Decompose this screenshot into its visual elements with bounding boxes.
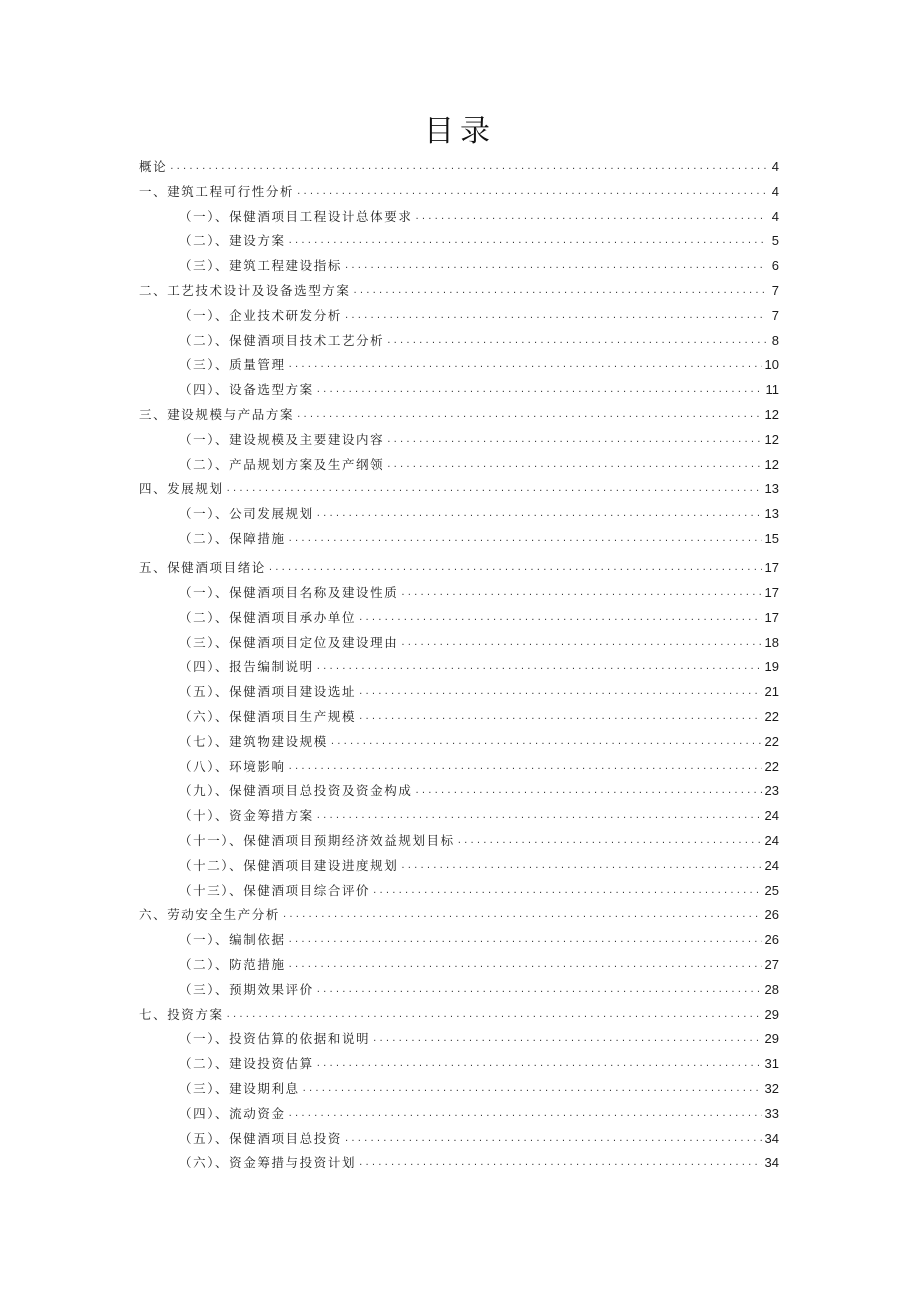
toc-entry-label: （三）、质量管理 xyxy=(179,357,286,373)
dot-leader xyxy=(387,428,761,453)
toc-entry-label: 四、发展规划 xyxy=(139,481,224,497)
toc-page-number: 27 xyxy=(764,957,779,972)
toc-subsection-entry[interactable] xyxy=(139,1027,779,1052)
toc-page-number: 7 xyxy=(771,307,779,323)
dot-leader xyxy=(289,527,762,552)
dot-leader xyxy=(373,879,761,904)
toc-entry-label: （一）、编制依据 xyxy=(179,932,286,948)
toc-page-number: 12 xyxy=(764,456,779,472)
dot-leader xyxy=(345,1127,762,1152)
toc-page-number: 26 xyxy=(764,932,779,948)
toc-entry-label: （九）、保健酒项目总投资及资金构成 xyxy=(179,783,413,799)
toc-page-number: 18 xyxy=(764,634,779,650)
toc-page-number: 4 xyxy=(771,208,779,224)
dot-leader xyxy=(415,779,761,804)
toc-subsection-entry[interactable] xyxy=(139,581,779,606)
dot-leader xyxy=(289,953,762,978)
toc-entry-label: （十）、资金筹措方案 xyxy=(179,808,314,824)
toc-subsection-entry[interactable] xyxy=(139,631,779,656)
dot-leader xyxy=(227,477,762,502)
toc-section-entry[interactable] xyxy=(139,1003,779,1028)
table-of-contents xyxy=(139,155,779,1176)
toc-page-number: 13 xyxy=(764,506,779,522)
toc-entry-label: （二）、保障措施 xyxy=(179,530,286,546)
toc-entry-label: （十一）、保健酒项目预期经济效益规划目标 xyxy=(179,833,455,849)
toc-subsection-entry[interactable] xyxy=(139,854,779,879)
toc-subsection-entry[interactable] xyxy=(139,680,779,705)
toc-entry-label: （三）、保健酒项目定位及建设理由 xyxy=(179,634,399,650)
toc-subsection-entry[interactable] xyxy=(139,502,779,527)
dot-leader xyxy=(387,329,766,354)
toc-subsection-entry[interactable] xyxy=(139,829,779,854)
toc-entry-label: （二）、建设投资估算 xyxy=(179,1056,314,1072)
dot-leader xyxy=(317,1052,762,1077)
toc-page-number: 25 xyxy=(764,882,779,898)
toc-page-number: 12 xyxy=(764,431,779,447)
toc-entry-label: （七）、建筑物建设规模 xyxy=(179,733,328,749)
toc-subsection-entry[interactable] xyxy=(139,229,779,254)
toc-page-number: 19 xyxy=(764,659,779,675)
toc-page-number: 26 xyxy=(764,907,779,923)
toc-page-number: 6 xyxy=(771,258,779,274)
toc-subsection-entry[interactable] xyxy=(139,527,779,552)
toc-page-number: 8 xyxy=(771,332,779,348)
toc-entry-label: （五）、保健酒项目总投资 xyxy=(179,1130,342,1146)
toc-page-number: 24 xyxy=(764,857,779,873)
dot-leader xyxy=(303,1077,762,1102)
dot-leader xyxy=(359,680,761,705)
toc-page-number: 4 xyxy=(771,159,779,174)
dot-leader xyxy=(289,229,766,254)
toc-page-number: 34 xyxy=(764,1130,779,1146)
toc-page-number: 22 xyxy=(764,733,779,749)
toc-subsection-entry[interactable] xyxy=(139,804,779,829)
toc-subsection-entry[interactable] xyxy=(139,453,779,478)
toc-entry-label: （四）、报告编制说明 xyxy=(179,659,314,675)
toc-entry-label: 二、工艺技术设计及设备选型方案 xyxy=(139,282,351,298)
dot-leader xyxy=(317,502,762,527)
dot-leader xyxy=(387,453,761,478)
dot-leader xyxy=(227,1003,762,1028)
toc-entry-label: （六）、保健酒项目生产规模 xyxy=(179,709,357,725)
toc-subsection-entry[interactable] xyxy=(139,304,779,329)
toc-entry-label: （十三）、保健酒项目综合评价 xyxy=(179,882,371,898)
toc-entry-label: （三）、预期效果评价 xyxy=(179,981,314,997)
toc-subsection-entry[interactable] xyxy=(139,978,779,1003)
toc-subsection-entry[interactable] xyxy=(139,705,779,730)
dot-leader xyxy=(297,180,766,205)
toc-page-number: 17 xyxy=(764,609,779,625)
toc-page-number: 29 xyxy=(764,1006,779,1022)
dot-leader xyxy=(401,581,761,606)
toc-page-number: 24 xyxy=(764,808,779,824)
toc-entry-label: （一）、保健酒项目工程设计总体要求 xyxy=(179,208,413,224)
toc-page-number: 21 xyxy=(764,684,779,700)
toc-page-number: 7 xyxy=(771,282,779,298)
dot-leader xyxy=(289,353,762,378)
toc-entry-label: （二）、建设方案 xyxy=(179,233,286,249)
dot-leader xyxy=(317,378,763,403)
toc-entry-label: （一）、建设规模及主要建设内容 xyxy=(179,431,385,447)
toc-subsection-entry[interactable] xyxy=(139,1102,779,1127)
toc-subsection-entry[interactable] xyxy=(139,1052,779,1077)
dot-leader xyxy=(289,928,762,953)
toc-section-entry[interactable] xyxy=(139,903,779,928)
dot-leader xyxy=(458,829,762,854)
dot-leader xyxy=(359,606,761,631)
toc-subsection-entry[interactable] xyxy=(139,353,779,378)
dot-leader xyxy=(283,903,762,928)
toc-subsection-entry[interactable] xyxy=(139,1077,779,1102)
toc-entry-label: 六、劳动安全生产分析 xyxy=(139,907,281,923)
toc-section-entry[interactable] xyxy=(139,180,779,205)
toc-subsection-entry[interactable] xyxy=(139,606,779,631)
toc-page-number: 5 xyxy=(771,233,779,249)
toc-subsection-entry[interactable] xyxy=(139,779,779,804)
toc-entry-label: 七、投资方案 xyxy=(139,1006,224,1022)
toc-page-number: 29 xyxy=(764,1031,779,1047)
toc-subsection-entry[interactable] xyxy=(139,428,779,453)
toc-subsection-entry[interactable] xyxy=(139,655,779,680)
toc-subsection-entry[interactable] xyxy=(139,953,779,978)
toc-entry-label: 概论 xyxy=(139,159,168,174)
toc-page-number: 13 xyxy=(764,481,779,497)
toc-entry-label: 一、建筑工程可行性分析 xyxy=(139,183,295,199)
toc-entry-label: （八）、环境影响 xyxy=(179,758,286,774)
toc-subsection-entry[interactable] xyxy=(139,928,779,953)
toc-subsection-entry[interactable] xyxy=(139,879,779,904)
dot-leader xyxy=(170,155,766,180)
dot-leader xyxy=(373,1027,761,1052)
dot-leader xyxy=(401,631,761,656)
toc-subsection-entry[interactable] xyxy=(139,329,779,354)
toc-section-entry[interactable] xyxy=(139,477,779,502)
dot-leader xyxy=(401,854,761,879)
toc-subsection-entry[interactable] xyxy=(139,1127,779,1152)
toc-entry-label: （二）、保健酒项目承办单位 xyxy=(179,609,357,625)
toc-entry-label: （一）、企业技术研发分析 xyxy=(179,307,342,323)
dot-leader xyxy=(317,978,762,1003)
dot-leader xyxy=(331,730,762,755)
toc-page-number: 32 xyxy=(764,1080,779,1096)
toc-page-number: 12 xyxy=(764,406,779,422)
dot-leader xyxy=(317,804,762,829)
dot-leader xyxy=(345,254,766,279)
toc-page-number: 23 xyxy=(764,783,779,799)
toc-subsection-entry[interactable] xyxy=(139,730,779,755)
toc-subsection-entry[interactable] xyxy=(139,378,779,403)
toc-page-number: 31 xyxy=(764,1056,779,1072)
toc-entry-label: （二）、防范措施 xyxy=(179,957,286,972)
toc-subsection-entry[interactable] xyxy=(139,254,779,279)
toc-page-number: 15 xyxy=(764,530,779,546)
toc-entry-label: （四）、设备选型方案 xyxy=(179,382,314,398)
toc-page-number: 17 xyxy=(764,585,779,601)
toc-entry-label: （一）、投资估算的依据和说明 xyxy=(179,1031,371,1047)
toc-page-number: 28 xyxy=(764,981,779,997)
toc-entry-label: （三）、建设期利息 xyxy=(179,1080,300,1096)
toc-page-number: 17 xyxy=(764,560,779,576)
toc-page-number: 33 xyxy=(764,1105,779,1121)
toc-page-number: 4 xyxy=(771,183,779,199)
dot-leader xyxy=(415,205,766,230)
toc-subsection-entry[interactable] xyxy=(139,1151,779,1176)
toc-entry-label: （五）、保健酒项目建设选址 xyxy=(179,684,357,700)
toc-page-number: 24 xyxy=(764,833,779,849)
dot-leader xyxy=(289,1102,762,1127)
dot-leader xyxy=(359,1151,761,1176)
toc-entry-label: （一）、公司发展规划 xyxy=(179,506,314,522)
toc-entry-label: （六）、资金筹措与投资计划 xyxy=(179,1155,357,1171)
dot-leader xyxy=(297,403,761,428)
toc-section-entry[interactable] xyxy=(139,279,779,304)
toc-page-number: 34 xyxy=(764,1155,779,1171)
dot-leader xyxy=(289,755,762,780)
toc-entry-label: （三）、建筑工程建设指标 xyxy=(179,258,342,274)
toc-entry-label: 五、保健酒项目绪论 xyxy=(139,560,266,576)
toc-page-number: 22 xyxy=(764,758,779,774)
toc-entry-label: 三、建设规模与产品方案 xyxy=(139,406,295,422)
toc-subsection-entry[interactable] xyxy=(139,755,779,780)
toc-page-number: 11 xyxy=(765,382,779,398)
toc-entry-label: （四）、流动资金 xyxy=(179,1105,286,1121)
toc-subsection-entry[interactable] xyxy=(139,205,779,230)
toc-entry-label: （一）、保健酒项目名称及建设性质 xyxy=(179,585,399,601)
toc-section-entry[interactable] xyxy=(139,556,779,581)
dot-leader xyxy=(345,304,766,329)
toc-page-number: 22 xyxy=(764,709,779,725)
dot-leader xyxy=(317,655,762,680)
toc-entry-label: （二）、产品规划方案及生产纲领 xyxy=(179,456,385,472)
toc-entry-label: （十二）、保健酒项目建设进度规划 xyxy=(179,857,399,873)
dot-leader xyxy=(354,279,766,304)
toc-section-entry[interactable] xyxy=(139,155,779,180)
dot-leader xyxy=(269,556,762,581)
dot-leader xyxy=(359,705,761,730)
toc-title: 目录 xyxy=(424,114,496,149)
toc-page-number: 10 xyxy=(764,357,779,373)
toc-entry-label: （二）、保健酒项目技术工艺分析 xyxy=(179,332,385,348)
toc-section-entry[interactable] xyxy=(139,403,779,428)
